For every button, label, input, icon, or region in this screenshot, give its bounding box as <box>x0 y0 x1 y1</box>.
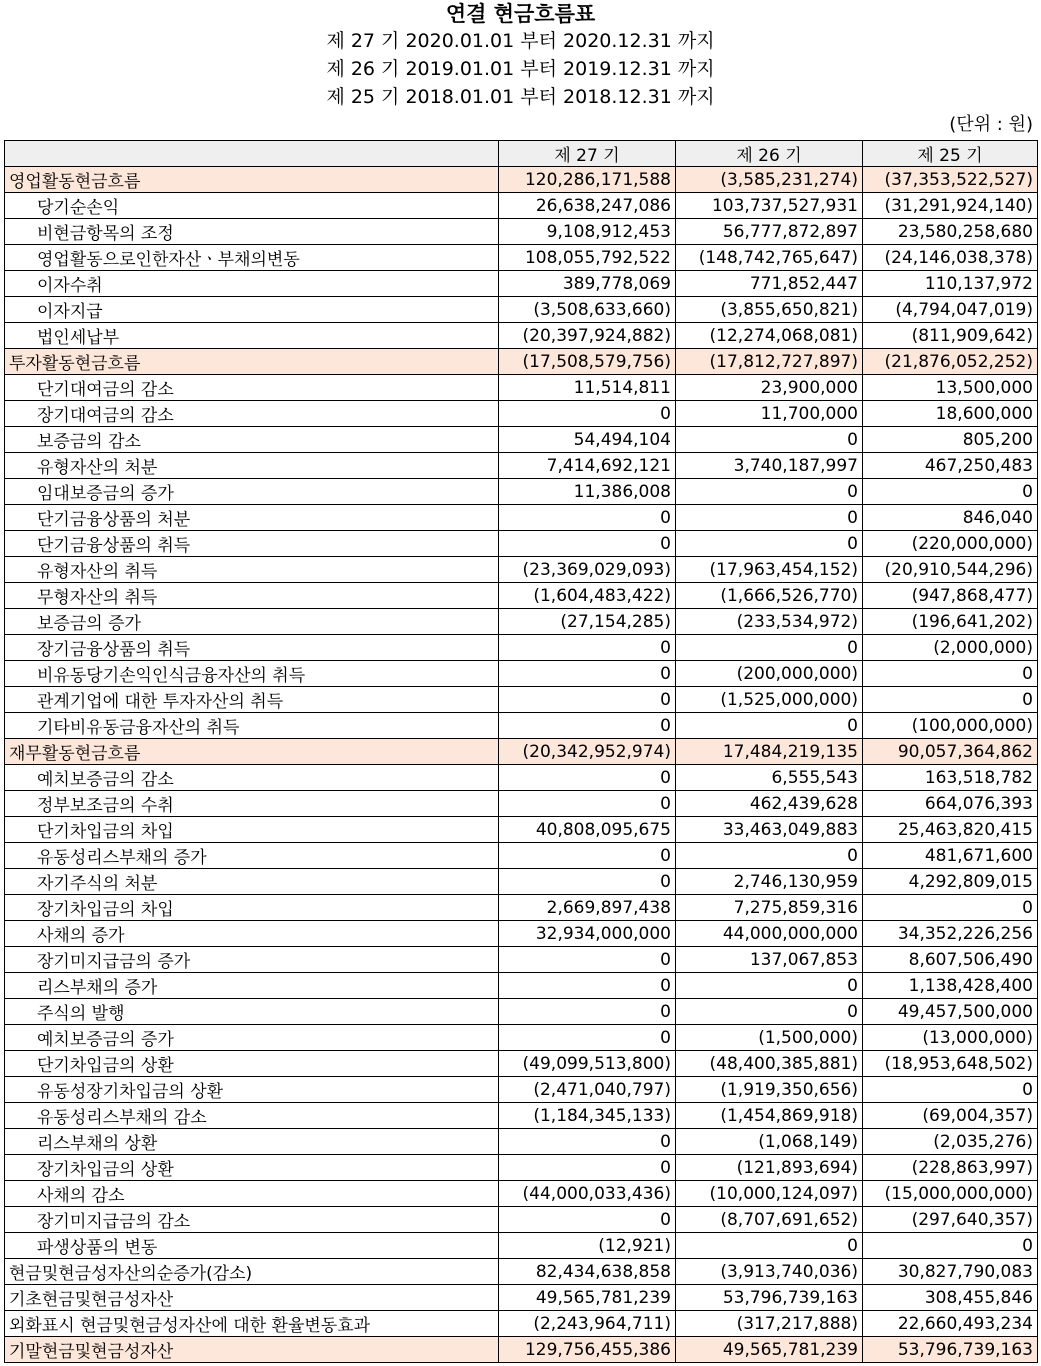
table-row <box>5 167 1038 193</box>
row-label: 예치보증금의 증가 <box>5 1025 499 1051</box>
row-label: 재무활동현금흐름 <box>5 739 499 765</box>
row-label: 장기미지급금의 증가 <box>5 947 499 973</box>
row-value: 0 <box>499 869 676 895</box>
table-row <box>5 687 1038 713</box>
table-row <box>5 973 1038 999</box>
row-value: 0 <box>863 895 1038 921</box>
row-label: 유동성리스부채의 증가 <box>5 843 499 869</box>
column-header <box>5 141 499 167</box>
row-label: 이자수취 <box>5 271 499 297</box>
table-row <box>5 765 1038 791</box>
row-value: (27,154,285) <box>499 609 676 635</box>
row-value: (3,508,633,660) <box>499 297 676 323</box>
row-value: 2,669,897,438 <box>499 895 676 921</box>
row-value: 0 <box>499 401 676 427</box>
table-row <box>5 1155 1038 1181</box>
table-row <box>5 1077 1038 1103</box>
table-row <box>5 921 1038 947</box>
statement-title: 연결 현금흐름표 <box>445 2 596 26</box>
row-value: 0 <box>499 947 676 973</box>
row-value: 0 <box>676 713 863 739</box>
row-value: (12,921) <box>499 1233 676 1259</box>
table-row <box>5 739 1038 765</box>
row-value: 163,518,782 <box>863 765 1038 791</box>
table-row <box>5 1233 1038 1259</box>
table-row <box>5 1129 1038 1155</box>
row-value: 108,055,792,522 <box>499 245 676 271</box>
row-value: 32,934,000,000 <box>499 921 676 947</box>
row-value: 56,777,872,897 <box>676 219 863 245</box>
row-value: (18,953,648,502) <box>863 1051 1038 1077</box>
row-value: 25,463,820,415 <box>863 817 1038 843</box>
row-label: 관계기업에 대한 투자자산의 취득 <box>5 687 499 713</box>
row-value: 53,796,739,163 <box>863 1337 1038 1363</box>
table-row <box>5 271 1038 297</box>
row-value: 0 <box>499 843 676 869</box>
row-value: 1,138,428,400 <box>863 973 1038 999</box>
column-header: 제 26 기 <box>676 141 863 167</box>
table-row <box>5 323 1038 349</box>
row-value: 137,067,853 <box>676 947 863 973</box>
row-value: 18,600,000 <box>863 401 1038 427</box>
row-value: 0 <box>499 765 676 791</box>
row-value: (4,794,047,019) <box>863 297 1038 323</box>
period-line: 제 27 기 2020.01.01 부터 2020.12.31 까지 <box>326 30 715 52</box>
row-value: 11,386,008 <box>499 479 676 505</box>
table-row <box>5 297 1038 323</box>
row-value: 0 <box>676 843 863 869</box>
row-label: 사채의 증가 <box>5 921 499 947</box>
row-label: 외화표시 현금및현금성자산에 대한 환율변동효과 <box>5 1311 499 1337</box>
row-label: 유동성리스부채의 감소 <box>5 1103 499 1129</box>
table-body <box>5 167 1038 1363</box>
row-label: 단기금융상품의 취득 <box>5 531 499 557</box>
row-value: (17,963,454,152) <box>676 557 863 583</box>
row-value: (31,291,924,140) <box>863 193 1038 219</box>
row-value: 30,827,790,083 <box>863 1259 1038 1285</box>
table-row <box>5 791 1038 817</box>
row-value: 40,808,095,675 <box>499 817 676 843</box>
row-value: 2,746,130,959 <box>676 869 863 895</box>
row-value: 3,740,187,997 <box>676 453 863 479</box>
row-value: 846,040 <box>863 505 1038 531</box>
row-value: 481,671,600 <box>863 843 1038 869</box>
row-label: 당기순손익 <box>5 193 499 219</box>
row-label: 기초현금및현금성자산 <box>5 1285 499 1311</box>
table-row <box>5 999 1038 1025</box>
row-label: 장기금융상품의 취득 <box>5 635 499 661</box>
row-label: 사채의 감소 <box>5 1181 499 1207</box>
table-row <box>5 583 1038 609</box>
row-value: (811,909,642) <box>863 323 1038 349</box>
row-value: (1,919,350,656) <box>676 1077 863 1103</box>
row-value: 49,565,781,239 <box>499 1285 676 1311</box>
row-value: 0 <box>676 635 863 661</box>
row-value: (23,369,029,093) <box>499 557 676 583</box>
row-value: 11,700,000 <box>676 401 863 427</box>
row-label: 보증금의 증가 <box>5 609 499 635</box>
table-row <box>5 1259 1038 1285</box>
unit-label: (단위 : 원) <box>949 114 1033 135</box>
row-label: 기말현금및현금성자산 <box>5 1337 499 1363</box>
row-value: 0 <box>676 479 863 505</box>
table-row <box>5 869 1038 895</box>
table-row <box>5 817 1038 843</box>
row-value: 17,484,219,135 <box>676 739 863 765</box>
row-value: 0 <box>676 1233 863 1259</box>
row-value: 0 <box>499 635 676 661</box>
row-value: 308,455,846 <box>863 1285 1038 1311</box>
table-row <box>5 505 1038 531</box>
row-value: 0 <box>499 973 676 999</box>
row-value: 7,414,692,121 <box>499 453 676 479</box>
row-value: (2,471,040,797) <box>499 1077 676 1103</box>
row-value: (69,004,357) <box>863 1103 1038 1129</box>
table-row <box>5 219 1038 245</box>
row-value: (1,500,000) <box>676 1025 863 1051</box>
row-label: 주식의 발행 <box>5 999 499 1025</box>
table-header-row <box>5 141 1038 167</box>
row-label: 유형자산의 처분 <box>5 453 499 479</box>
row-label: 장기차입금의 차입 <box>5 895 499 921</box>
period-line: 제 26 기 2019.01.01 부터 2019.12.31 까지 <box>326 58 715 80</box>
row-value: 53,796,739,163 <box>676 1285 863 1311</box>
table-row <box>5 1181 1038 1207</box>
row-label: 영업활동현금흐름 <box>5 167 499 193</box>
row-value: (317,217,888) <box>676 1311 863 1337</box>
row-value: (1,666,526,770) <box>676 583 863 609</box>
row-value: 0 <box>676 999 863 1025</box>
row-value: (20,342,952,974) <box>499 739 676 765</box>
row-value: (2,000,000) <box>863 635 1038 661</box>
row-value: 0 <box>499 999 676 1025</box>
row-value: (121,893,694) <box>676 1155 863 1181</box>
row-value: 0 <box>863 687 1038 713</box>
row-value: 22,660,493,234 <box>863 1311 1038 1337</box>
table-row <box>5 1207 1038 1233</box>
row-value: 664,076,393 <box>863 791 1038 817</box>
table-row <box>5 1311 1038 1337</box>
row-value: 771,852,447 <box>676 271 863 297</box>
row-value: (1,068,149) <box>676 1129 863 1155</box>
row-value: 33,463,049,883 <box>676 817 863 843</box>
row-value: (12,274,068,081) <box>676 323 863 349</box>
row-value: 103,737,527,931 <box>676 193 863 219</box>
period-line: 제 25 기 2018.01.01 부터 2018.12.31 까지 <box>326 86 715 108</box>
row-value: (17,508,579,756) <box>499 349 676 375</box>
row-value: 7,275,859,316 <box>676 895 863 921</box>
row-value: 462,439,628 <box>676 791 863 817</box>
row-label: 기타비유동금융자산의 취득 <box>5 713 499 739</box>
table-row <box>5 531 1038 557</box>
row-value: 90,057,364,862 <box>863 739 1038 765</box>
row-value: 34,352,226,256 <box>863 921 1038 947</box>
row-value: (3,855,650,821) <box>676 297 863 323</box>
table-row <box>5 1337 1038 1363</box>
table-row <box>5 375 1038 401</box>
row-value: (220,000,000) <box>863 531 1038 557</box>
row-value: (44,000,033,436) <box>499 1181 676 1207</box>
row-value: 13,500,000 <box>863 375 1038 401</box>
row-value: 0 <box>863 1077 1038 1103</box>
row-value: 9,108,912,453 <box>499 219 676 245</box>
row-value: 49,565,781,239 <box>676 1337 863 1363</box>
row-value: 0 <box>499 531 676 557</box>
row-value: (10,000,124,097) <box>676 1181 863 1207</box>
row-value: 805,200 <box>863 427 1038 453</box>
row-value: (1,525,000,000) <box>676 687 863 713</box>
row-value: (3,585,231,274) <box>676 167 863 193</box>
row-label: 자기주식의 처분 <box>5 869 499 895</box>
row-value: 6,555,543 <box>676 765 863 791</box>
table-row <box>5 843 1038 869</box>
row-value: (13,000,000) <box>863 1025 1038 1051</box>
row-value: (17,812,727,897) <box>676 349 863 375</box>
row-value: (1,454,869,918) <box>676 1103 863 1129</box>
row-value: (15,000,000,000) <box>863 1181 1038 1207</box>
row-value: (200,000,000) <box>676 661 863 687</box>
table-row <box>5 635 1038 661</box>
table-row <box>5 427 1038 453</box>
row-value: 120,286,171,588 <box>499 167 676 193</box>
row-label: 현금및현금성자산의순증가(감소) <box>5 1259 499 1285</box>
table-row <box>5 1025 1038 1051</box>
row-label: 유동성장기차입금의 상환 <box>5 1077 499 1103</box>
row-value: (947,868,477) <box>863 583 1038 609</box>
row-value: 0 <box>676 531 863 557</box>
row-value: (100,000,000) <box>863 713 1038 739</box>
row-value: 129,756,455,386 <box>499 1337 676 1363</box>
row-value: 0 <box>499 713 676 739</box>
row-label: 투자활동현금흐름 <box>5 349 499 375</box>
row-label: 정부보조금의 수취 <box>5 791 499 817</box>
row-label: 단기금융상품의 처분 <box>5 505 499 531</box>
row-label: 무형자산의 취득 <box>5 583 499 609</box>
row-value: (37,353,522,527) <box>863 167 1038 193</box>
row-value: 23,580,258,680 <box>863 219 1038 245</box>
row-value: (1,604,483,422) <box>499 583 676 609</box>
row-value: 389,778,069 <box>499 271 676 297</box>
row-label: 영업활동으로인한자산ㆍ부채의변동 <box>5 245 499 271</box>
row-value: 23,900,000 <box>676 375 863 401</box>
row-value: (1,184,345,133) <box>499 1103 676 1129</box>
row-value: (48,400,385,881) <box>676 1051 863 1077</box>
table-row <box>5 609 1038 635</box>
row-value: (2,243,964,711) <box>499 1311 676 1337</box>
table-row <box>5 1103 1038 1129</box>
statement-header <box>0 1 1041 111</box>
row-value: 0 <box>676 973 863 999</box>
row-value: (2,035,276) <box>863 1129 1038 1155</box>
row-value: 0 <box>499 661 676 687</box>
row-value: (20,397,924,882) <box>499 323 676 349</box>
table-row <box>5 479 1038 505</box>
table-row <box>5 713 1038 739</box>
row-value: (24,146,038,378) <box>863 245 1038 271</box>
row-value: 8,607,506,490 <box>863 947 1038 973</box>
cash-flow-table <box>4 140 1038 1363</box>
row-value: 49,457,500,000 <box>863 999 1038 1025</box>
table-row <box>5 453 1038 479</box>
row-value: 82,434,638,858 <box>499 1259 676 1285</box>
row-value: 0 <box>676 505 863 531</box>
table-row <box>5 245 1038 271</box>
row-label: 파생상품의 변동 <box>5 1233 499 1259</box>
row-value: (20,910,544,296) <box>863 557 1038 583</box>
row-value: (21,876,052,252) <box>863 349 1038 375</box>
row-value: 0 <box>676 427 863 453</box>
column-header: 제 25 기 <box>863 141 1038 167</box>
row-label: 리스부채의 증가 <box>5 973 499 999</box>
row-value: 0 <box>499 505 676 531</box>
table-row <box>5 1051 1038 1077</box>
table-row <box>5 661 1038 687</box>
row-value: 0 <box>499 1155 676 1181</box>
row-value: 0 <box>863 1233 1038 1259</box>
row-value: (228,863,997) <box>863 1155 1038 1181</box>
row-value: 26,638,247,086 <box>499 193 676 219</box>
row-label: 예치보증금의 감소 <box>5 765 499 791</box>
table-row <box>5 349 1038 375</box>
row-value: 0 <box>499 1025 676 1051</box>
row-value: 0 <box>499 791 676 817</box>
row-value: (148,742,765,647) <box>676 245 863 271</box>
row-label: 장기대여금의 감소 <box>5 401 499 427</box>
row-label: 단기차입금의 상환 <box>5 1051 499 1077</box>
row-label: 보증금의 감소 <box>5 427 499 453</box>
row-label: 장기미지급금의 감소 <box>5 1207 499 1233</box>
row-value: (233,534,972) <box>676 609 863 635</box>
row-label: 단기대여금의 감소 <box>5 375 499 401</box>
row-value: 110,137,972 <box>863 271 1038 297</box>
table-row <box>5 947 1038 973</box>
row-label: 비유동당기손익인식금융자산의 취득 <box>5 661 499 687</box>
row-value: (8,707,691,652) <box>676 1207 863 1233</box>
row-label: 유형자산의 취득 <box>5 557 499 583</box>
row-label: 비현금항목의 조정 <box>5 219 499 245</box>
row-value: (3,913,740,036) <box>676 1259 863 1285</box>
column-header: 제 27 기 <box>499 141 676 167</box>
row-value: 467,250,483 <box>863 453 1038 479</box>
row-value: 54,494,104 <box>499 427 676 453</box>
table-row <box>5 401 1038 427</box>
row-value: 4,292,809,015 <box>863 869 1038 895</box>
row-label: 장기차입금의 상환 <box>5 1155 499 1181</box>
table-row <box>5 193 1038 219</box>
table-row <box>5 557 1038 583</box>
row-value: 0 <box>499 687 676 713</box>
row-label: 이자지급 <box>5 297 499 323</box>
row-value: 0 <box>499 1207 676 1233</box>
row-label: 임대보증금의 증가 <box>5 479 499 505</box>
row-label: 리스부채의 상환 <box>5 1129 499 1155</box>
row-value: (196,641,202) <box>863 609 1038 635</box>
row-value: 11,514,811 <box>499 375 676 401</box>
row-value: (297,640,357) <box>863 1207 1038 1233</box>
row-value: (49,099,513,800) <box>499 1051 676 1077</box>
row-value: 44,000,000,000 <box>676 921 863 947</box>
row-value: 0 <box>499 1129 676 1155</box>
row-label: 단기차입금의 차입 <box>5 817 499 843</box>
row-label: 법인세납부 <box>5 323 499 349</box>
table-row <box>5 1285 1038 1311</box>
row-value: 0 <box>863 661 1038 687</box>
row-value: 0 <box>863 479 1038 505</box>
table-row <box>5 895 1038 921</box>
